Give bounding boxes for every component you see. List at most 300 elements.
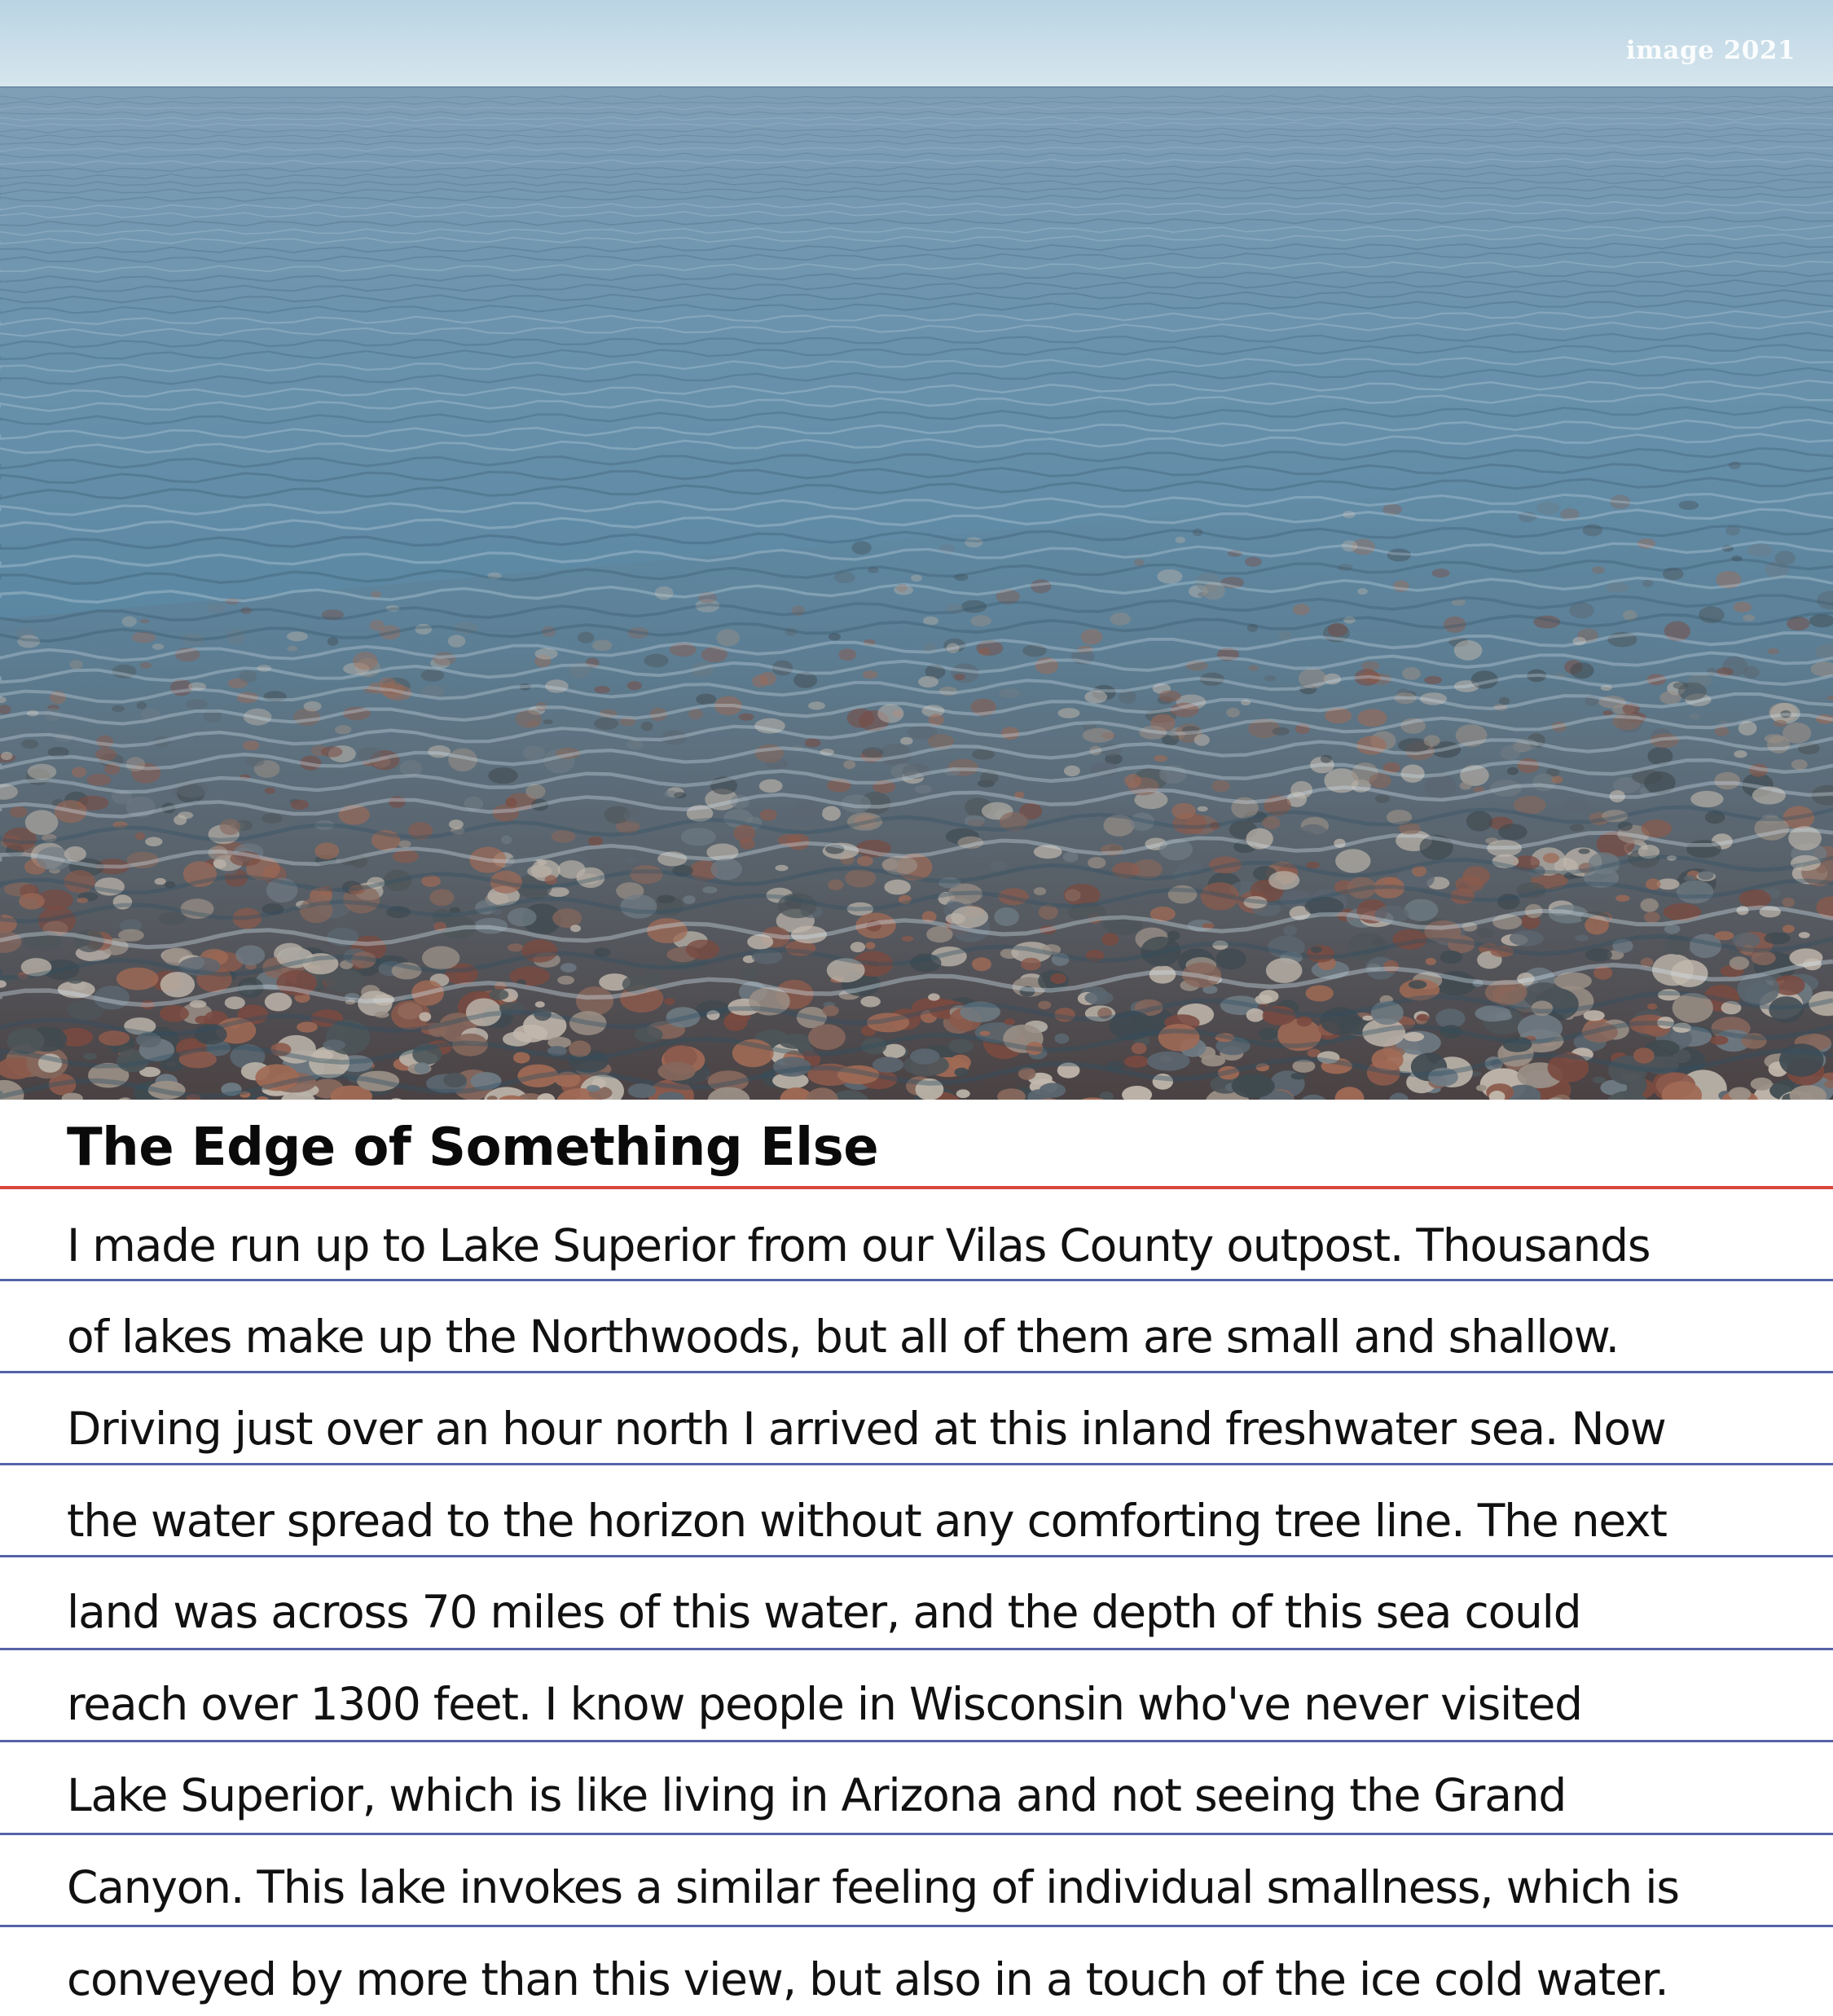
pebble [1782,925,1795,933]
pebble [1101,933,1119,946]
pebble [635,1026,663,1043]
pebble [535,1001,545,1008]
pebble [1518,758,1539,773]
pebble [112,705,125,712]
pebble [213,859,226,869]
pebble [99,1030,130,1046]
pebble [1799,932,1810,938]
pebble [420,669,444,681]
pebble [1714,931,1734,940]
pebble [513,1025,547,1043]
pebble [702,886,717,893]
pebble [291,800,309,810]
pebble [1615,895,1629,902]
pebble [489,989,508,999]
pebble [793,800,822,823]
pebble [287,646,297,652]
pebble [1404,899,1439,921]
pebble [741,967,759,979]
pebble [235,945,265,965]
pebble [1132,1043,1147,1054]
pebble [1279,630,1291,640]
pebble [1476,1085,1487,1091]
pebble [873,1057,903,1073]
pebble [1510,930,1544,946]
pebble [245,757,265,766]
pebble [419,1012,431,1021]
pebble [926,926,953,942]
pebble [77,898,88,903]
pebble [1249,665,1259,671]
pebble [1543,853,1559,863]
pebble [220,819,241,835]
pebble [1063,852,1079,863]
pebble [1466,811,1492,832]
pebble [710,859,742,881]
pebble [122,616,137,626]
pebble [911,574,922,582]
pebble [915,785,932,794]
pebble [1690,714,1700,720]
pebble [21,740,38,749]
pebble [592,640,612,652]
pebble [265,788,275,794]
article-line-9: conveyed by more than this view, but also in a touch of the ice cold water. [67,1953,1668,2005]
pebble [851,942,865,952]
pebble [1040,1083,1066,1097]
pebble [860,996,881,1008]
pebble [488,767,517,784]
pebble [999,688,1020,698]
pebble [91,822,103,828]
pebble [262,813,283,824]
pebble [1288,831,1318,849]
ruled-line [0,1371,1833,1373]
pebble [1765,734,1784,743]
pebble [779,1034,812,1049]
pebble [1584,1010,1605,1021]
pebble [843,760,855,769]
pebble [1751,1078,1773,1091]
pebble [1642,819,1673,837]
pebble [894,586,913,595]
pebble [243,740,259,750]
pebble [1065,889,1081,902]
pebble [225,996,245,1009]
pebble [64,846,86,862]
pebble [910,1048,940,1065]
pebble [139,619,149,624]
pebble [717,629,740,646]
ruled-line [0,1833,1833,1835]
pebble [857,856,873,866]
pebble [1171,803,1196,819]
pebble [353,652,377,670]
title-rule [0,1186,1833,1189]
pebble [1532,774,1556,792]
pebble [523,745,546,760]
article-title: The Edge of Something Else [67,1118,879,1178]
pebble [422,947,459,970]
pebble [508,943,524,951]
pebble [160,1005,189,1022]
pebble [72,767,86,778]
pebble [1297,1017,1312,1027]
pebble [1646,879,1661,890]
pebble [972,957,991,971]
pebble [1734,602,1752,613]
pebble [1357,709,1387,727]
pebble [69,660,82,669]
pebble [1775,551,1796,564]
pebble [828,880,843,890]
pebble [560,963,577,973]
pebble [1507,767,1519,775]
pebble [1021,958,1041,971]
pebble [1424,735,1440,746]
pebble [683,895,695,904]
pebble [335,725,351,734]
pebble [822,1005,838,1016]
pebble [570,925,581,932]
pebble [186,699,208,709]
pebble [1335,849,1370,872]
pebble [994,907,1019,926]
pebble [674,792,686,798]
pebble [443,1073,467,1087]
pebble [1684,876,1695,882]
article-line-1: I made run up to Lake Superior from our Vilas County outpost. Thousands [67,1219,1651,1272]
pebble [1058,708,1080,718]
pebble [630,865,663,884]
pebble [1752,951,1776,965]
pebble [980,1031,991,1036]
pebble [951,906,988,928]
ruled-line [0,1463,1833,1465]
pebble [739,714,754,721]
article-line-8: Canyon. This lake invokes a similar feeling of individual smallness, which is [67,1861,1679,1913]
pebble [955,1068,969,1077]
pebble [594,718,618,730]
pebble [140,662,152,669]
pebble [1499,697,1510,705]
pebble [508,908,537,927]
pebble [1245,557,1262,567]
pebble [1460,782,1472,790]
pebble [449,819,464,829]
pebble [576,986,613,1016]
pebble [304,701,322,711]
pebble [1198,806,1208,812]
pebble [86,774,111,786]
pebble [1570,824,1585,832]
pebble [657,1062,695,1081]
pebble [1,752,12,760]
pebble [10,806,28,818]
pebble [1158,1024,1200,1052]
pebble [389,796,405,807]
pebble [543,719,553,724]
pebble [900,737,912,745]
pebble [657,895,675,903]
pebble [1154,755,1167,762]
pebble [1782,898,1795,907]
pebble [155,878,166,885]
pebble [1734,750,1747,758]
pebble [190,1000,207,1008]
pebble [1782,723,1811,744]
pebble [1424,676,1442,684]
pebble [314,842,339,859]
pebble [626,740,644,750]
pebble [1321,755,1332,763]
pebble [956,1089,970,1098]
pebble [1084,691,1107,704]
pebble [1064,766,1080,776]
pebble [527,720,540,727]
pebble [594,686,610,693]
pebble [1259,1028,1277,1040]
pebble [265,993,292,1012]
ruled-line [0,1279,1833,1281]
pebble [1088,857,1106,868]
pebble [686,940,719,960]
pebble [1585,948,1612,961]
article-line-3: Driving just over an hour north I arrived at this inland freshwater sea. Now [67,1403,1666,1455]
pebble [321,746,343,757]
pebble [240,670,257,683]
pebble [760,809,777,820]
pebble [776,865,789,872]
pebble [1273,727,1290,736]
article-line-2: of lakes make up the Northwoods, but all of them are small and shallow. [67,1311,1619,1363]
pebble [627,681,642,690]
pebble [620,894,657,919]
ruled-line [0,1648,1833,1650]
pebble [918,676,938,687]
pebble [1262,816,1280,829]
pebble [1714,772,1740,789]
pebble [1642,579,1653,587]
pebble [414,1062,429,1074]
pebble [1417,1014,1429,1021]
pebble [970,615,991,626]
pebble [1402,667,1421,680]
pebble [1038,1001,1051,1009]
pebble [1536,502,1559,515]
pebble [1633,1048,1655,1063]
pebble [626,857,637,864]
pebble [513,1052,530,1063]
pebble [1034,887,1046,895]
pebble [178,811,193,819]
pebble [1211,780,1230,793]
pebble [655,586,674,600]
pebble [1764,933,1790,945]
pebble [25,810,59,836]
pebble [578,632,594,643]
pebble [1404,1032,1424,1042]
pebble [808,1024,846,1050]
pebble [928,994,940,1001]
pebble [1054,1034,1069,1044]
pebble [1268,871,1299,889]
pebble [681,828,716,845]
pebble [1690,791,1723,807]
pebble [1743,666,1760,679]
pebble [644,654,668,667]
pebble [545,875,557,885]
pebble [696,694,716,705]
pebble [116,968,159,990]
pebble [902,936,914,942]
pebble [552,908,582,928]
pebble [1710,1035,1728,1044]
pebble [1215,948,1246,969]
pebble [1147,1052,1190,1071]
pebble [865,942,875,949]
pebble [1283,925,1297,936]
pebble [1424,774,1456,797]
ruled-line [0,1925,1833,1927]
pebble [1730,956,1749,969]
pebble [160,972,195,997]
pebble [429,889,454,907]
pebble [1570,662,1593,679]
pebble [1081,629,1103,644]
pebble [1124,774,1141,788]
pebble [641,722,653,731]
pebble [1498,824,1528,840]
pebble [1293,604,1310,615]
pebble [455,972,470,981]
pebble [1743,614,1755,621]
pebble [1698,871,1713,881]
pebble [1158,691,1180,702]
pebble [1644,911,1660,923]
pebble [752,674,768,687]
pebble [1606,582,1629,593]
pebble [759,780,783,793]
pebble [1564,797,1589,811]
pebble [83,1053,97,1060]
pebble [1311,947,1322,953]
pebble [1647,1004,1657,1010]
pebble [808,701,825,709]
pebble [1578,849,1589,854]
pebble [19,893,45,909]
pebble [1618,822,1633,831]
pebble [822,806,841,821]
photo-caption: image 2021 [1625,36,1796,65]
pebble [1083,728,1114,743]
pebble [740,838,755,849]
pebble [1157,569,1182,584]
pebble [1678,501,1699,510]
pebble [863,670,877,679]
pebble [1246,1008,1264,1022]
pebble [1454,640,1483,661]
ruled-line [0,1740,1833,1742]
pebble [135,832,146,841]
pebble [375,1012,389,1018]
sky [0,0,1833,88]
article-line-7: Lake Superior, which is like living in Arizona and not seeing the Grand [67,1769,1567,1821]
ruled-line [0,1555,1833,1557]
pebble [877,705,903,723]
pebble [805,739,821,748]
pebble [68,977,82,983]
pebble [1463,866,1490,885]
pebble [207,604,226,613]
pebble [1747,544,1774,557]
pebble [1226,708,1240,718]
pebble [1369,773,1391,788]
pebble [1328,623,1347,637]
pebble [1050,973,1066,984]
pebble [527,865,552,877]
pebble [664,998,675,1004]
pebble [862,747,884,757]
pebble [1551,776,1563,784]
pebble [1791,759,1808,770]
pebble [448,635,466,647]
article-line-6: reach over 1300 feet. I know people in Wisconsin who've never visited [67,1678,1582,1730]
pebble [1194,734,1210,746]
pebble [1202,1055,1226,1066]
pebble [557,976,574,985]
pebble [851,541,871,555]
pebble [1440,951,1462,964]
pebble [1677,881,1714,904]
pebble [954,674,965,680]
pebble [1659,691,1681,704]
pebble [588,837,603,846]
pebble [145,837,162,847]
pebble [137,701,147,709]
pebble [1266,958,1303,983]
pebble [587,1085,600,1091]
pebble [1592,566,1605,573]
pebble [1409,980,1426,989]
pebble [647,918,688,943]
pebble [1124,1056,1149,1068]
article-line-5: land was across 70 miles of this water, and the depth of this sea could [67,1586,1581,1638]
pebble [1593,1077,1606,1083]
pebble [323,1039,345,1050]
pebble [948,1039,973,1053]
pebble [159,912,187,925]
pebble [569,1040,591,1057]
pebble [1774,720,1787,727]
pebble [433,652,455,665]
pebble [1575,935,1589,942]
pebble [287,631,308,641]
pebble [152,643,164,650]
pebble [688,709,703,719]
article-line-4: the water spread to the horizon without any comforting tree line. The next [67,1495,1667,1547]
pebble [1290,1073,1306,1080]
pebble [1264,675,1277,682]
pebble [1641,898,1659,912]
pebble [1004,1019,1016,1026]
pebble [1357,588,1368,595]
pebble [1306,986,1334,1002]
pebble [28,764,57,780]
pebble [501,836,512,845]
pebble [1426,958,1436,965]
pebble [1110,613,1131,626]
